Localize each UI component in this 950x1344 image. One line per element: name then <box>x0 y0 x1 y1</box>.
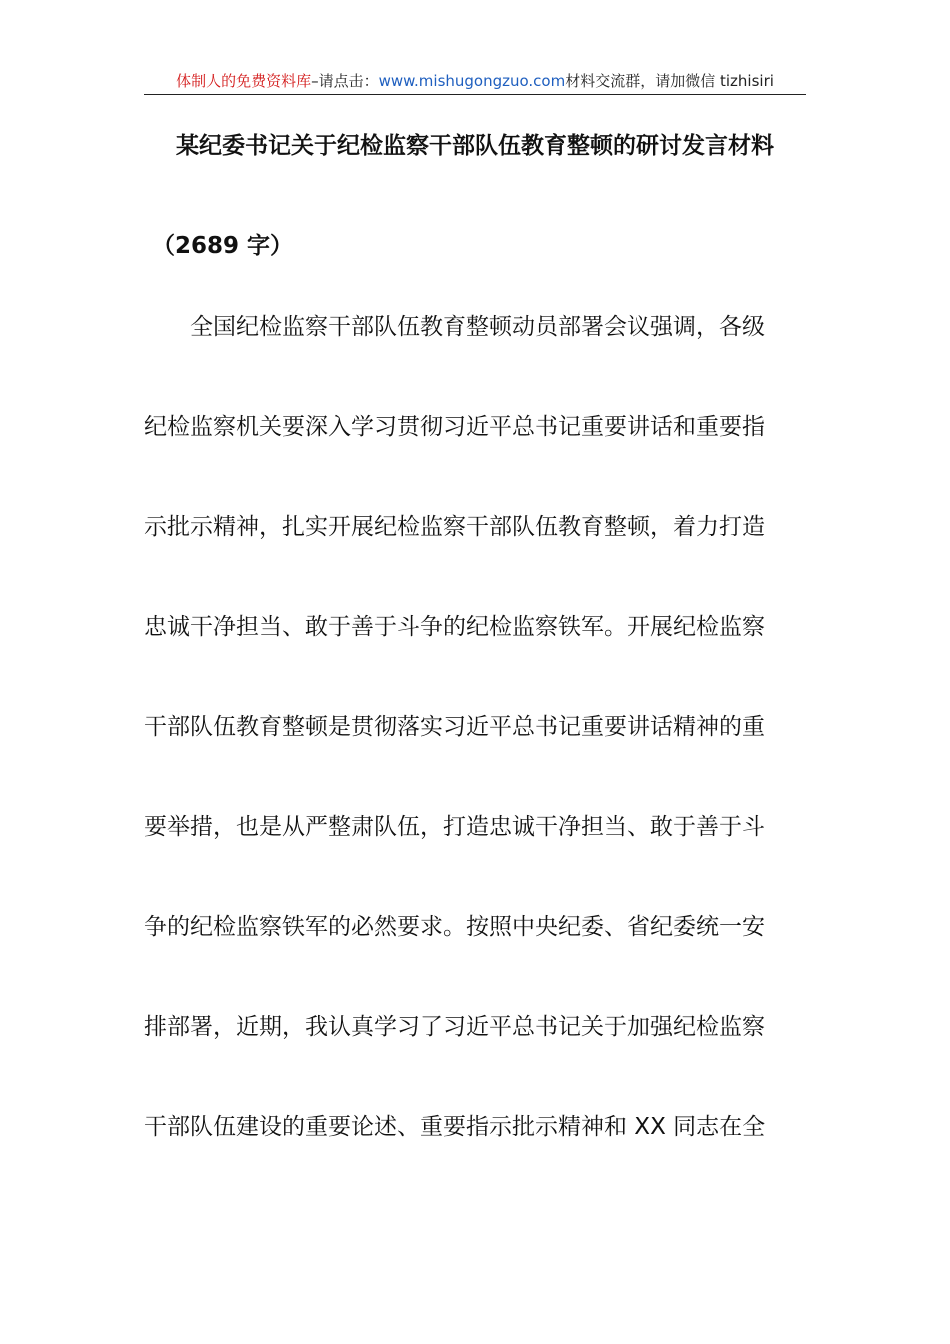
document-title: 某纪委书记关于纪检监察干部队伍教育整顿的研讨发言材料 <box>176 133 774 159</box>
word-count: （2689 字） <box>152 233 294 259</box>
body-line: 忠诚干净担当、敢于善于斗争的纪检监察铁军。开展纪检监察 <box>144 614 765 640</box>
header-tail: 材料交流群，请加微信 tizhisiri <box>565 72 774 90</box>
document-body <box>144 310 806 1210</box>
body-line: 干部队伍教育整顿是贯彻落实习近平总书记重要讲话精神的重 <box>144 714 765 740</box>
page-header <box>144 70 806 95</box>
body-line: 示批示精神，扎实开展纪检监察干部队伍教育整顿，着力打造 <box>144 514 765 540</box>
header-separator: –请点击： <box>311 72 379 90</box>
body-line: 纪检监察机关要深入学习贯彻习近平总书记重要讲话和重要指 <box>144 414 765 440</box>
body-line: 干部队伍建设的重要论述、重要指示批示精神和 XX 同志在全 <box>144 1114 766 1140</box>
body-line: 要举措，也是从严整肃队伍，打造忠诚干净担当、敢于善于斗 <box>144 814 765 840</box>
header-brand: 体制人的免费资料库 <box>176 72 312 90</box>
body-line: 争的纪检监察铁军的必然要求。按照中央纪委、省纪委统一安 <box>144 914 765 940</box>
body-line: 全国纪检监察干部队伍教育整顿动员部署会议强调，各级 <box>190 314 765 340</box>
header-site-link[interactable]: www.mishugongzuo.com <box>378 72 566 90</box>
body-line: 排部署，近期，我认真学习了习近平总书记关于加强纪检监察 <box>144 1014 765 1040</box>
